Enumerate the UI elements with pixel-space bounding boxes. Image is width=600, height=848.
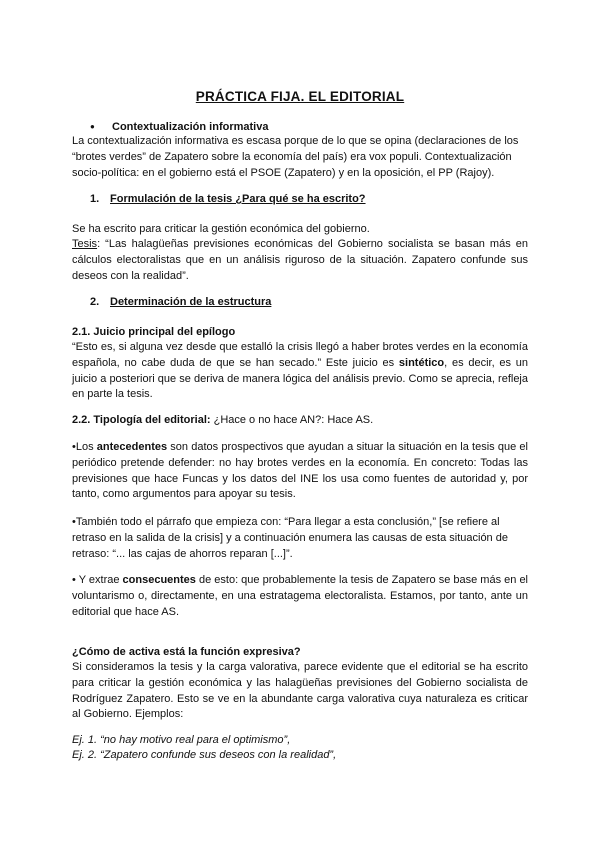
tipologia-text: ¿Hace o no hace AN?: Hace AS. [210, 414, 374, 426]
juicio-principal-body [72, 340, 528, 403]
example-2: Ej. 2. “Zapatero confunde sus deseos con la realidad”, [72, 749, 337, 761]
cons-pre: • Y extrae [72, 574, 123, 586]
section-heading-contextualizacion [90, 121, 268, 133]
section-number: 1. [90, 193, 100, 205]
funcion-expresiva-body: Si consideramos la tesis y la carga valorativa, parece evidente que el editorial se ha escrito para criticar la gestión económica y las halagüeñas previsiones del Gobierno socialista de Rodríguez Zapatero. Esto se ve en la abundante carga valorativa cuya naturaleza es criticar al Gobierno. Ejemplos: [72, 661, 528, 721]
juicio-text-b: , es decir, es un juicio a posteriori que se deriva de manera lógica del análisis previo. Como se aprecia, refleja en parte la tesis. [72, 356, 528, 401]
tesis-intro: Se ha escrito para criticar la gestión económica del gobierno. [72, 223, 370, 235]
bullet-icon: ● [90, 122, 95, 131]
section-heading-estructura [90, 296, 271, 308]
contextualizacion-body: La contextualización informativa es escasa porque de lo que se opina (declaraciones de los “brotes verdes” de Zapatero sobre la economía del país) era vox populi. Contextualización socio-política: en el gobierno está el PSOE (Zapatero) y en la oposición, el PP (Rajoy). [72, 135, 519, 179]
section-heading-tesis [90, 193, 366, 205]
tesis-text: : “Las halagüeñas previsiones económicas del Gobierno socialista se basan más en cálculos electoralistas que en un análisis riguroso de la situación. Zapatero confunde sus deseos con la realidad”. [72, 238, 528, 282]
heading-text: Contextualización informativa [112, 121, 269, 133]
ant-post: son datos prospectivos que ayudan a situar la situación en la tesis que el periódico pretende defender: no hay brotes verdes en la economía. En concreto: Todas las previsiones que hace Funcas y los datos del INE los usa como fuentes de autoridad y, por tanto, como argumentos para apoyar su tesis. [72, 441, 528, 501]
ant-bold: antecedentes [96, 441, 168, 453]
tipologia-heading: 2.2. Tipología del editorial: [72, 414, 211, 426]
heading-text: Determinación de la estructura [110, 296, 272, 308]
tesis-label: Tesis [72, 238, 98, 250]
cons-post: de esto: que probablemente la tesis de Zapatero se base más en el voluntarismo o, directamente, en una estratagema electoralista. Estamos, por tanto, ante un editorial que hace AS. [72, 574, 529, 618]
example-1: Ej. 1. “no hay motivo real para el optimismo”, [72, 734, 291, 746]
subheading-juicio-principal: 2.1. Juicio principal del epílogo [72, 326, 236, 338]
antecedentes-paragraph [72, 440, 528, 503]
subheading-funcion-expresiva: ¿Cómo de activa está la función expresiva? [72, 646, 301, 658]
juicio-bold: sintético [398, 356, 445, 369]
heading-text: Formulación de la tesis ¿Para qué se ha escrito? [110, 193, 366, 205]
cons-bold: consecuentes [122, 574, 196, 586]
tipologia-line [72, 413, 528, 429]
section-number: 2. [90, 296, 100, 308]
tambien-paragraph: •También todo el párrafo que empieza con: “Para llegar a esta conclusión,” [se refiere al retraso en la salida de la crisis] y a continuación enumera las causas de esta situación de retraso: “... las cajas de ahorros reparan [...]”. [72, 516, 508, 560]
tesis-paragraph [72, 237, 528, 284]
ant-pre: •Los [72, 441, 97, 453]
juicio-text-a: “Esto es, si alguna vez desde que estalló la crisis llegó a haber brotes verdes en la economía española, no cabe duda de que se han secado.” Este juicio es [72, 341, 528, 369]
consecuentes-paragraph [72, 573, 528, 620]
document-title: PRÁCTICA FIJA. EL EDITORIAL [195, 89, 405, 104]
